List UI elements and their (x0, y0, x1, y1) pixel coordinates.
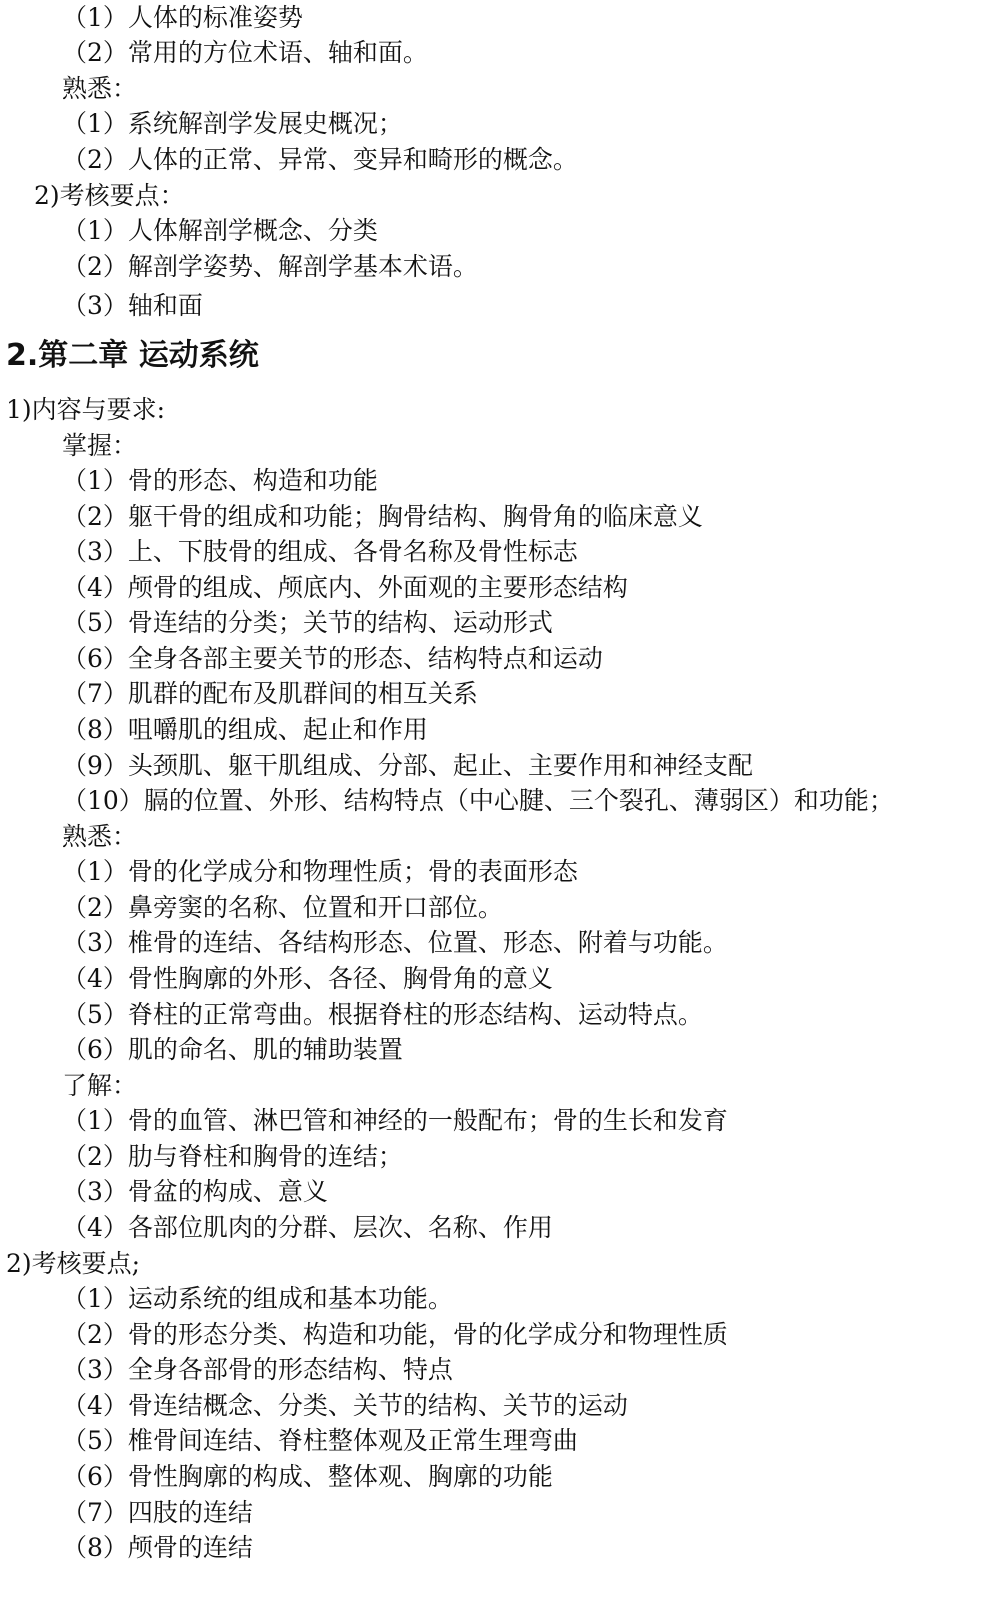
list-item: （3）全身各部骨的形态结构、特点 (62, 1355, 453, 1384)
subsection-label: 熟悉： (62, 74, 138, 103)
list-item: （2）常用的方位术语、轴和面。 (62, 38, 428, 67)
list-item: （2）解剖学姿势、解剖学基本术语。 (62, 252, 478, 281)
list-item: （6）骨性胸廓的构成、整体观、胸廓的功能 (62, 1462, 553, 1491)
list-item: （2）躯干骨的组成和功能；胸骨结构、胸骨角的临床意义 (62, 502, 703, 531)
subsection-label: 熟悉： (62, 822, 138, 851)
list-item: （1）骨的血管、淋巴管和神经的一般配布；骨的生长和发育 (62, 1106, 728, 1135)
list-item: （7）肌群的配布及肌群间的相互关系 (62, 679, 478, 708)
section-label: 2)考核要点; (6, 1249, 141, 1278)
subsection-label: 掌握： (62, 431, 138, 460)
list-item: （4）骨性胸廓的外形、各径、胸骨角的意义 (62, 964, 553, 993)
list-item: （1）人体的标准姿势 (62, 3, 303, 32)
list-item: （6）肌的命名、肌的辅助装置 (62, 1035, 403, 1064)
list-item: （6）全身各部主要关节的形态、结构特点和运动 (62, 644, 603, 673)
list-item: （1）骨的形态、构造和功能 (62, 466, 378, 495)
list-item: （1）人体解剖学概念、分类 (62, 216, 378, 245)
list-item: （10）膈的位置、外形、结构特点（中心腱、三个裂孔、薄弱区）和功能； (62, 786, 894, 815)
section-label: 1)内容与要求: (6, 395, 166, 424)
list-item: （5）脊柱的正常弯曲。根据脊柱的形态结构、运动特点。 (62, 1000, 703, 1029)
list-item: （3）轴和面 (62, 291, 203, 320)
list-item: （2）骨的形态分类、构造和功能，骨的化学成分和物理性质 (62, 1320, 728, 1349)
list-item: （3）骨盆的构成、意义 (62, 1177, 328, 1206)
list-item: （1）系统解剖学发展史概况； (62, 109, 403, 138)
list-item: （8）颅骨的连结 (62, 1533, 253, 1562)
list-item: （5）骨连结的分类；关节的结构、运动形式 (62, 608, 553, 637)
list-item: （2）鼻旁窦的名称、位置和开口部位。 (62, 893, 503, 922)
list-item: （8）咀嚼肌的组成、起止和作用 (62, 715, 428, 744)
list-item: （3）上、下肢骨的组成、各骨名称及骨性标志 (62, 537, 578, 566)
list-item: （7）四肢的连结 (62, 1498, 253, 1527)
list-item: （4）各部位肌肉的分群、层次、名称、作用 (62, 1213, 553, 1242)
subsection-label: 了解： (62, 1071, 138, 1100)
list-item: （1）骨的化学成分和物理性质；骨的表面形态 (62, 857, 578, 886)
list-item: （1）运动系统的组成和基本功能。 (62, 1284, 453, 1313)
list-item: （3）椎骨的连结、各结构形态、位置、形态、附着与功能。 (62, 928, 728, 957)
list-item: （2）人体的正常、异常、变异和畸形的概念。 (62, 145, 578, 174)
list-item: （4）骨连结概念、分类、关节的结构、关节的运动 (62, 1391, 628, 1420)
list-item: （9）头颈肌、躯干肌组成、分部、起止、主要作用和神经支配 (62, 751, 753, 780)
list-item: （5）椎骨间连结、脊柱整体观及正常生理弯曲 (62, 1426, 578, 1455)
list-item: （4）颅骨的组成、颅底内、外面观的主要形态结构 (62, 573, 628, 602)
subsection-label: 2)考核要点： (34, 181, 185, 210)
chapter-heading: 2.第二章 运动系统 (6, 338, 259, 373)
list-item: （2）肋与脊柱和胸骨的连结； (62, 1142, 403, 1171)
